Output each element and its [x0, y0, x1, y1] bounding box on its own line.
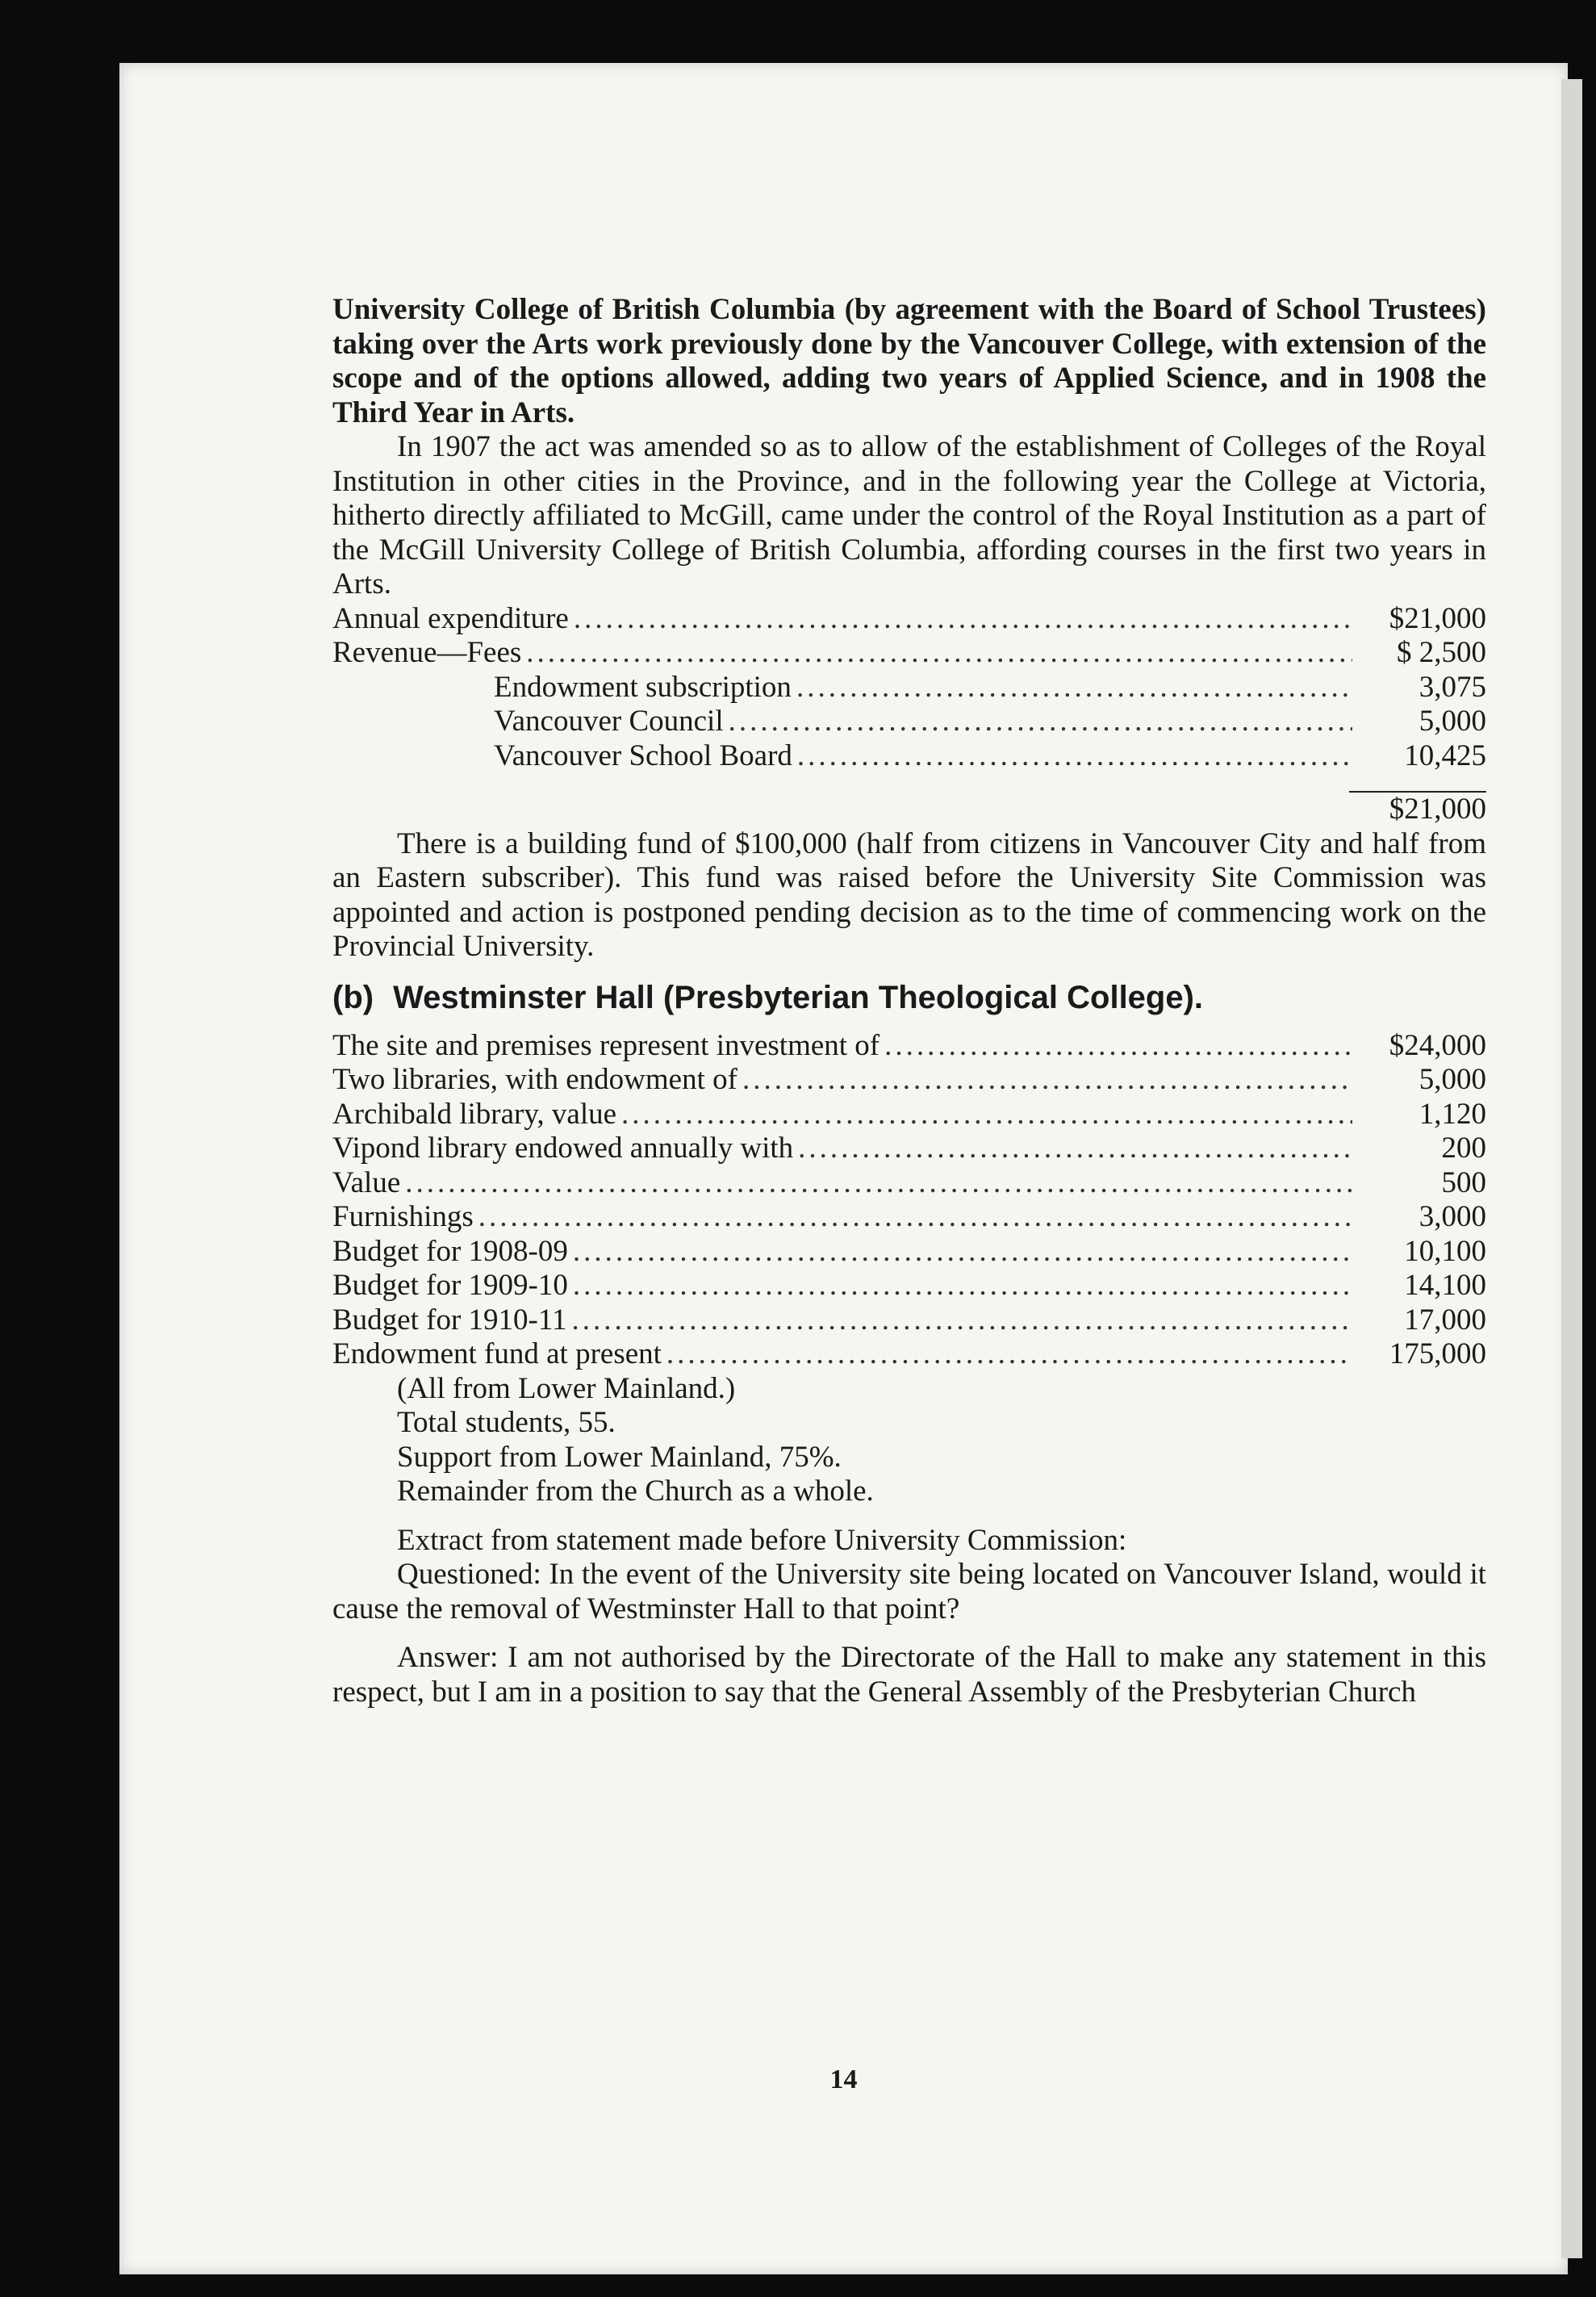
finance-row-annual: [332, 602, 1486, 637]
dot-leader: [798, 1132, 1352, 1166]
row-label: Annual expenditure: [332, 601, 569, 635]
row-label: Revenue—Fees: [332, 636, 522, 669]
paragraph-question: Questioned: In the event of the University site being located on Vancouver Island, would it cause the removal of Westminster Hall to that point?: [332, 1558, 1486, 1625]
row-amount: 1,120: [1418, 1097, 1486, 1131]
row-label: Vancouver Council: [494, 705, 724, 738]
row-label: Vipond library endowed annually with: [332, 1132, 794, 1165]
hall-row: [332, 1269, 1486, 1303]
paragraph-answer: Answer: I am not authorised by the Directorate of the Hall to make any statement in this respect, but I am in a position to say that the General Assembly of the Presbyterian Church: [332, 1641, 1486, 1709]
dot-leader: [666, 1337, 1352, 1372]
scanned-page: [119, 63, 1568, 2274]
hall-row: [332, 1063, 1486, 1098]
dot-leader: [729, 705, 1352, 739]
paragraph-ubc: University College of British Columbia (by agreement with the Board of School Trustees) taking over the Arts work previously done by the Vancouver College, with extension of the scope and of the options allowed, adding two years of Applied Science, and in 1908 the Third Year in Arts.: [332, 293, 1486, 429]
dot-leader: [884, 1029, 1352, 1064]
row-amount: $ 2,500: [1397, 636, 1486, 669]
note-line: Total students, 55.: [397, 1406, 616, 1439]
section-title: Westminster Hall (Presbyterian Theological College).: [393, 979, 1204, 1015]
row-label: Endowment fund at present: [332, 1337, 662, 1370]
note-line: (All from Lower Mainland.): [397, 1371, 736, 1405]
section-tag: (b): [332, 979, 374, 1015]
finance-table: [332, 602, 1486, 827]
hall-row: [332, 1303, 1486, 1338]
row-amount: 5,000: [1418, 705, 1486, 738]
dot-leader: [526, 636, 1352, 671]
row-amount: $21,000: [1389, 601, 1486, 635]
note-line: Support from Lower Mainland, 75%.: [397, 1440, 842, 1474]
row-amount: 3,000: [1418, 1200, 1486, 1233]
hall-row: [332, 1029, 1486, 1064]
row-label: Archibald library, value: [332, 1097, 617, 1131]
row-label: The site and premises represent investment of: [332, 1028, 880, 1062]
paragraph-amendment: In 1907 the act was amended so as to allow of the establishment of Colleges of the Royal Institution in other cities in the Province, and in the following year the College at Victoria, hitherto directly affiliated to McGill, came under the control of the Royal Institution as a part of the McGill University College of British Columbia, affording courses in the first two years in Arts.: [332, 430, 1486, 600]
finance-total: $21,000: [1389, 793, 1486, 826]
hall-row: [332, 1166, 1486, 1201]
dot-leader: [573, 1269, 1352, 1303]
row-amount: 3,075: [1418, 670, 1486, 704]
finance-row-item: [332, 739, 1486, 774]
row-amount: 17,000: [1404, 1303, 1486, 1337]
row-label: Budget for 1910-11: [332, 1303, 567, 1337]
hall-row: [332, 1337, 1486, 1372]
row-amount: 175,000: [1389, 1337, 1486, 1370]
page-content: [332, 293, 1486, 1709]
finance-row-revenue: [332, 636, 1486, 671]
paragraph-building-fund: There is a building fund of $100,000 (half from citizens in Vancouver City and half from an Eastern subscriber). This fund was raised before the University Site Commission was appointed and action is postponed pending decision as to the time of commencing work on the Provincial University.: [332, 826, 1486, 963]
hall-table: [332, 1029, 1486, 1372]
dot-leader: [405, 1166, 1352, 1201]
row-amount: 10,100: [1404, 1234, 1486, 1268]
page-number: 14: [829, 2065, 858, 2094]
finance-row-item: [332, 671, 1486, 705]
paragraph-extract: Extract from statement made before University Commission:: [397, 1523, 1127, 1557]
hall-row: [332, 1132, 1486, 1166]
dot-leader: [574, 602, 1352, 637]
row-label: Furnishings: [332, 1200, 474, 1233]
dot-leader: [621, 1098, 1352, 1132]
row-amount: 500: [1441, 1165, 1486, 1199]
dot-leader: [742, 1063, 1352, 1098]
row-amount: 5,000: [1418, 1063, 1486, 1096]
row-amount: 14,100: [1404, 1269, 1486, 1302]
page-edge: [1561, 79, 1582, 2258]
row-amount: 10,425: [1404, 738, 1486, 772]
section-heading: [332, 981, 1486, 1019]
row-label: Endowment subscription: [494, 670, 792, 704]
row-amount: 200: [1441, 1132, 1486, 1165]
note-line: Remainder from the Church as a whole.: [397, 1475, 874, 1508]
hall-row: [332, 1200, 1486, 1235]
row-label: Vancouver School Board: [494, 738, 792, 772]
dot-leader: [573, 1235, 1352, 1270]
finance-row-item: [332, 705, 1486, 739]
row-label: Two libraries, with endowment of: [332, 1063, 737, 1096]
dot-leader: [797, 739, 1352, 774]
row-amount: $24,000: [1389, 1028, 1486, 1062]
hall-row: [332, 1235, 1486, 1270]
row-label: Value: [332, 1165, 401, 1199]
row-label: Budget for 1909-10: [332, 1269, 568, 1302]
dot-leader: [478, 1200, 1352, 1235]
row-label: Budget for 1908-09: [332, 1234, 568, 1268]
dot-leader: [571, 1303, 1352, 1338]
dot-leader: [796, 671, 1352, 705]
hall-row: [332, 1098, 1486, 1132]
